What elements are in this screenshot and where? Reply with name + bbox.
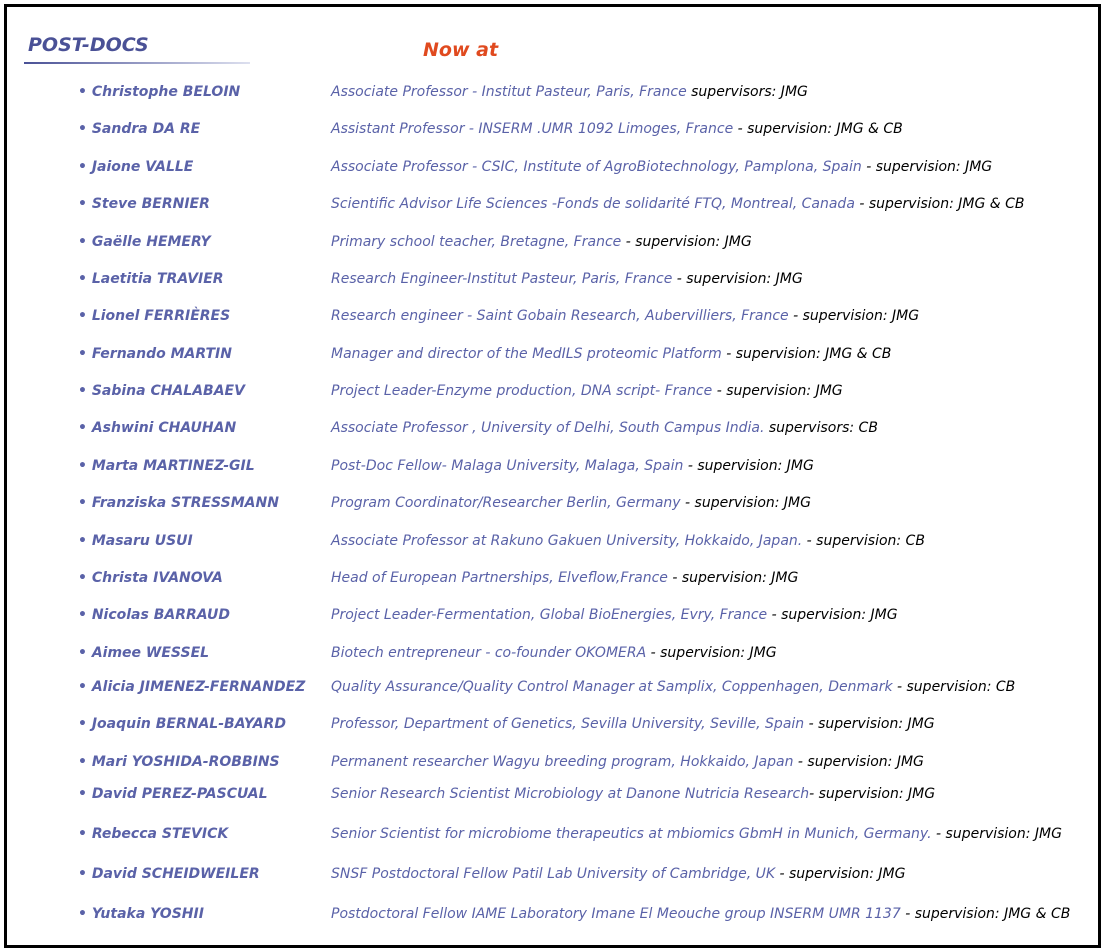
supervision-text: - supervision: JMG (621, 234, 752, 250)
position-text: Professor, Department of Genetics, Sevilla University, Seville, Spain (331, 716, 805, 732)
postdoc-position (331, 383, 843, 399)
supervision-text: - supervision: JMG (804, 716, 935, 732)
supervision-text: - supervision: JMG (793, 754, 924, 770)
supervision-text: - supervision: JMG (667, 570, 799, 586)
position-text: Primary school teacher, Bretagne, France (331, 234, 622, 250)
postdoc-name: • Lionel FERRIÈRES (78, 308, 231, 324)
postdoc-name: • Gaëlle HEMERY (78, 234, 211, 250)
postdoc-position (331, 645, 777, 661)
postdoc-name: • Mari YOSHIDA-ROBBINS (78, 754, 280, 770)
postdoc-name: • Marta MARTINEZ-GIL (78, 458, 255, 474)
postdoc-position (331, 196, 1025, 212)
postdoc-name: • Christa IVANOVA (78, 570, 223, 586)
postdoc-position (331, 607, 898, 623)
position-text: Manager and director of the MedILS proteomic Platform (331, 346, 722, 362)
supervision-text: - supervision: JMG (712, 383, 843, 399)
position-text: Senior Research Scientist Microbiology at Danone Nutricia Research (331, 786, 810, 802)
postdoc-name: • Aimee WESSEL (78, 645, 210, 661)
supervision-text: - supervision: JMG (767, 607, 898, 623)
postdoc-name: • Christophe BELOIN (78, 84, 241, 100)
postdoc-name: • Rebecca STEVICK (78, 826, 229, 842)
position-text: Associate Professor , University of Delhi, South Campus India. (331, 420, 765, 436)
position-text: Project Leader-Enzyme production, DNA script- France (331, 383, 713, 399)
postdoc-position (331, 234, 752, 250)
position-text: Permanent researcher Wagyu breeding program, Hokkaido, Japan (331, 754, 794, 770)
supervision-text: - supervision: JMG & CB (733, 121, 903, 137)
postdoc-position (331, 716, 935, 732)
supervision-text: - supervision: JMG & CB (900, 906, 1071, 922)
position-text: Associate Professor - CSIC, Institute of AgroBiotechnology, Pamplona, Spain (331, 159, 862, 175)
supervision-text: supervisors: JMG (686, 84, 808, 100)
postdoc-position (331, 570, 798, 586)
supervision-text: - supervision: JMG (646, 645, 777, 661)
postdoc-name: • Jaione VALLE (78, 159, 194, 175)
position-text: Post-Doc Fellow- Malaga University, Malaga, Spain (331, 458, 684, 474)
postdoc-position (331, 906, 1070, 922)
postdoc-name: • Sandra DA RE (78, 121, 201, 137)
postdoc-position (331, 308, 919, 324)
postdoc-position (331, 679, 1015, 695)
postdoc-name: • David PEREZ-PASCUAL (78, 786, 268, 802)
supervision-text: - supervision: JMG (680, 495, 811, 511)
postdoc-position (331, 826, 1062, 842)
position-text: Scientific Advisor Life Sciences -Fonds de solidarité FTQ, Montreal, Canada (331, 196, 855, 212)
supervision-text: - supervision: JMG (683, 458, 814, 474)
supervision-text: - supervision: JMG (672, 271, 803, 287)
position-text: Research engineer - Saint Gobain Research, Aubervilliers, France (331, 308, 789, 324)
supervision-text: - supervision: JMG & CB (854, 196, 1025, 212)
supervision-text: - supervision: JMG (775, 866, 906, 882)
title-underline (24, 62, 250, 64)
page-frame (4, 4, 1101, 948)
postdoc-name: • Alicia JIMENEZ-FERNANDEZ (78, 679, 306, 695)
position-text: Senior Scientist for microbiome therapeutics at mbiomics GbmH in Munich, Germany. (331, 826, 932, 842)
postdoc-name: • Steve BERNIER (78, 196, 210, 212)
supervision-text: supervisors: CB (764, 420, 878, 436)
supervision-text: - supervision: CB (802, 533, 925, 549)
postdoc-name: • Fernando MARTIN (78, 346, 232, 362)
page-title: POST-DOCS (28, 34, 149, 56)
position-text: Project Leader-Fermentation, Global BioEnergies, Evry, France (331, 607, 768, 623)
position-text: Biotech entrepreneur - co-founder OKOMERA (331, 645, 647, 661)
postdoc-position (331, 420, 878, 436)
postdoc-position (331, 346, 891, 362)
supervision-text: - supervision: JMG (861, 159, 993, 175)
postdoc-name: • Nicolas BARRAUD (78, 607, 230, 623)
postdoc-name: • Ashwini CHAUHAN (78, 420, 237, 436)
postdoc-position (331, 84, 808, 100)
postdoc-name: • Laetitia TRAVIER (78, 271, 224, 287)
postdoc-name: • Sabina CHALABAEV (78, 383, 245, 399)
position-text: Associate Professor at Rakuno Gakuen University, Hokkaido, Japan. (331, 533, 803, 549)
position-text: Research Engineer-Institut Pasteur, Paris, France (331, 271, 673, 287)
postdoc-name: • Yutaka YOSHII (78, 906, 204, 922)
postdoc-name: • David SCHEIDWEILER (78, 866, 260, 882)
postdoc-position (331, 159, 992, 175)
position-text: Assistant Professor - INSERM .UMR 1092 Limoges, France (331, 121, 734, 137)
postdoc-position (331, 533, 925, 549)
postdoc-name: • Franziska STRESSMANN (78, 495, 279, 511)
postdoc-name: • Joaquin BERNAL-BAYARD (78, 716, 286, 732)
postdoc-position (331, 121, 903, 137)
postdoc-position (331, 495, 811, 511)
position-text: SNSF Postdoctoral Fellow Patil Lab University of Cambridge, UK (331, 866, 776, 882)
postdoc-position (331, 786, 935, 802)
postdoc-position (331, 754, 924, 770)
supervision-text: - supervision: JMG & CB (721, 346, 892, 362)
supervision-text: - supervision: JMG (788, 308, 920, 324)
now-at-heading: Now at (423, 39, 499, 61)
position-text: Head of European Partnerships, Elveflow,France (331, 570, 668, 586)
postdoc-position (331, 866, 905, 882)
position-text: Postdoctoral Fellow IAME Laboratory Imane El Meouche group INSERM UMR 1137 (331, 906, 901, 922)
position-text: Associate Professor - Institut Pasteur, Paris, France (331, 84, 687, 100)
position-text: Program Coordinator/Researcher Berlin, Germany (331, 495, 681, 511)
supervision-text: - supervision: JMG (809, 786, 936, 802)
position-text: Quality Assurance/Quality Control Manager at Samplix, Coppenhagen, Denmark (331, 679, 893, 695)
postdoc-position (331, 458, 814, 474)
supervision-text: - supervision: CB (892, 679, 1016, 695)
postdoc-position (331, 271, 803, 287)
postdoc-name: • Masaru USUI (78, 533, 193, 549)
supervision-text: - supervision: JMG (931, 826, 1062, 842)
